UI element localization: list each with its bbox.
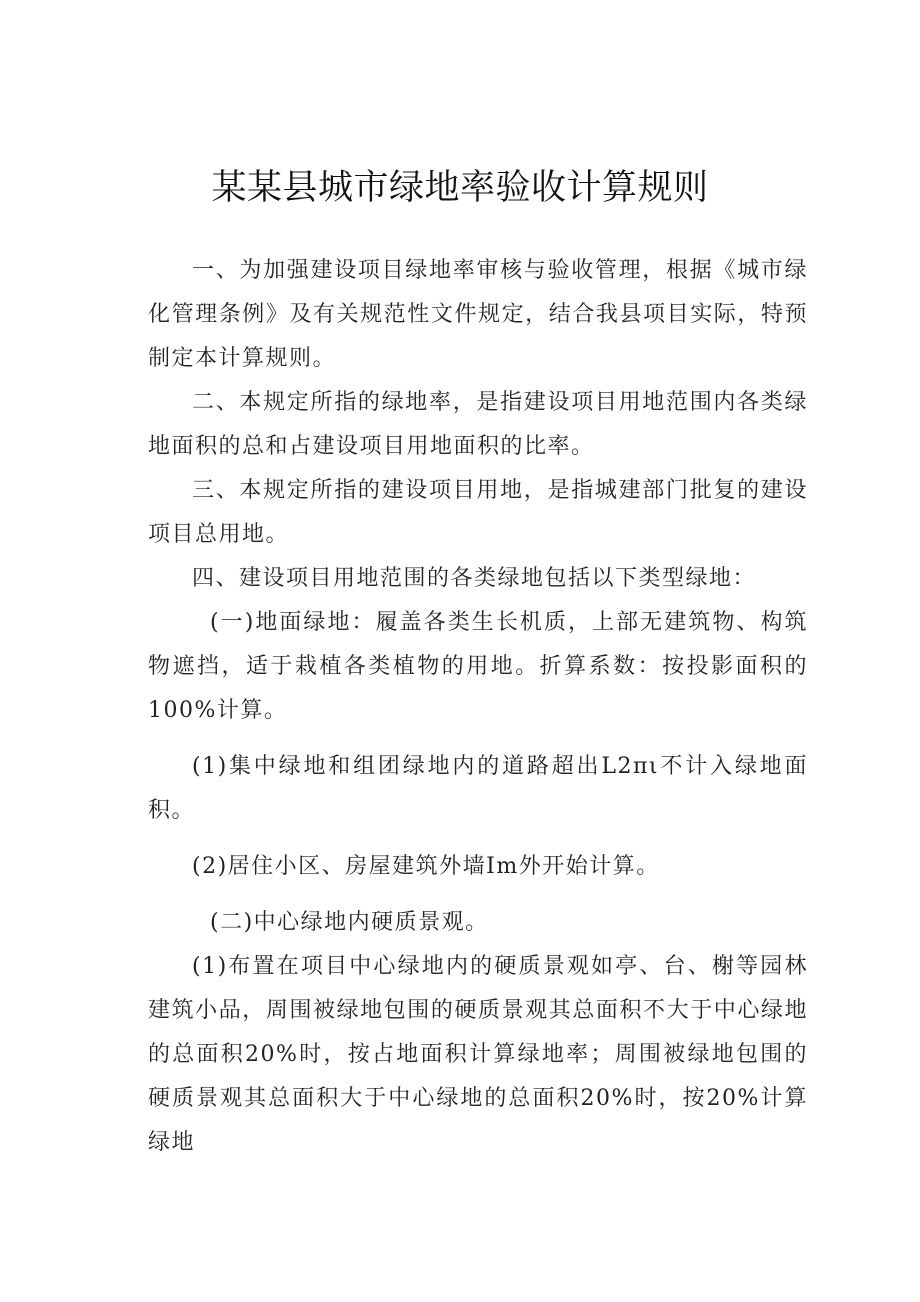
paragraph-1: 一、为加强建设项目绿地率审核与验收管理，根据《城市绿化管理条例》及有关规范性文件规定，结合我县项目实际，特预制定本计算规则。 xyxy=(148,258,808,371)
document-title: 某某县城市绿地率验收计算规则 xyxy=(211,168,709,208)
paragraph-5: (一)地面绿地：履盖各类生长机质，上部无建筑物、构筑物遮挡，适于栽植各类植物的用地。折算系数：按投影面积的100%计算。 xyxy=(148,610,808,723)
paragraph-8: (二)中心绿地内硬质景观。 xyxy=(210,910,489,935)
document-body xyxy=(148,249,808,1165)
paragraph-6: (1)集中绿地和组团绿地内的道路超出L2πι不计入绿地面积。 xyxy=(148,754,808,823)
paragraph-7: (2)居住小区、房屋建筑外墙Im外开始计算。 xyxy=(192,854,660,879)
paragraph-3: 三、本规定所指的建设项目用地，是指城建部门批复的建设项目总用地。 xyxy=(148,478,808,547)
paragraph-2: 二、本规定所指的绿地率，是指建设项目用地范围内各类绿地面积的总和占建设项目用地面积的比率。 xyxy=(148,390,808,459)
paragraph-9: (1)布置在项目中心绿地内的硬质景观如亭、台、榭等园林建筑小品，周围被绿地包围的硬质景观其总面积不大于中心绿地的总面积20%时，按占地面积计算绿地率；周围被绿地包围的硬质景观其总面积大于中心绿地的总面积20%时，按20%计算绿地 xyxy=(148,954,808,1155)
paragraph-4: 四、建设项目用地范围的各类绿地包括以下类型绿地： xyxy=(192,566,757,591)
